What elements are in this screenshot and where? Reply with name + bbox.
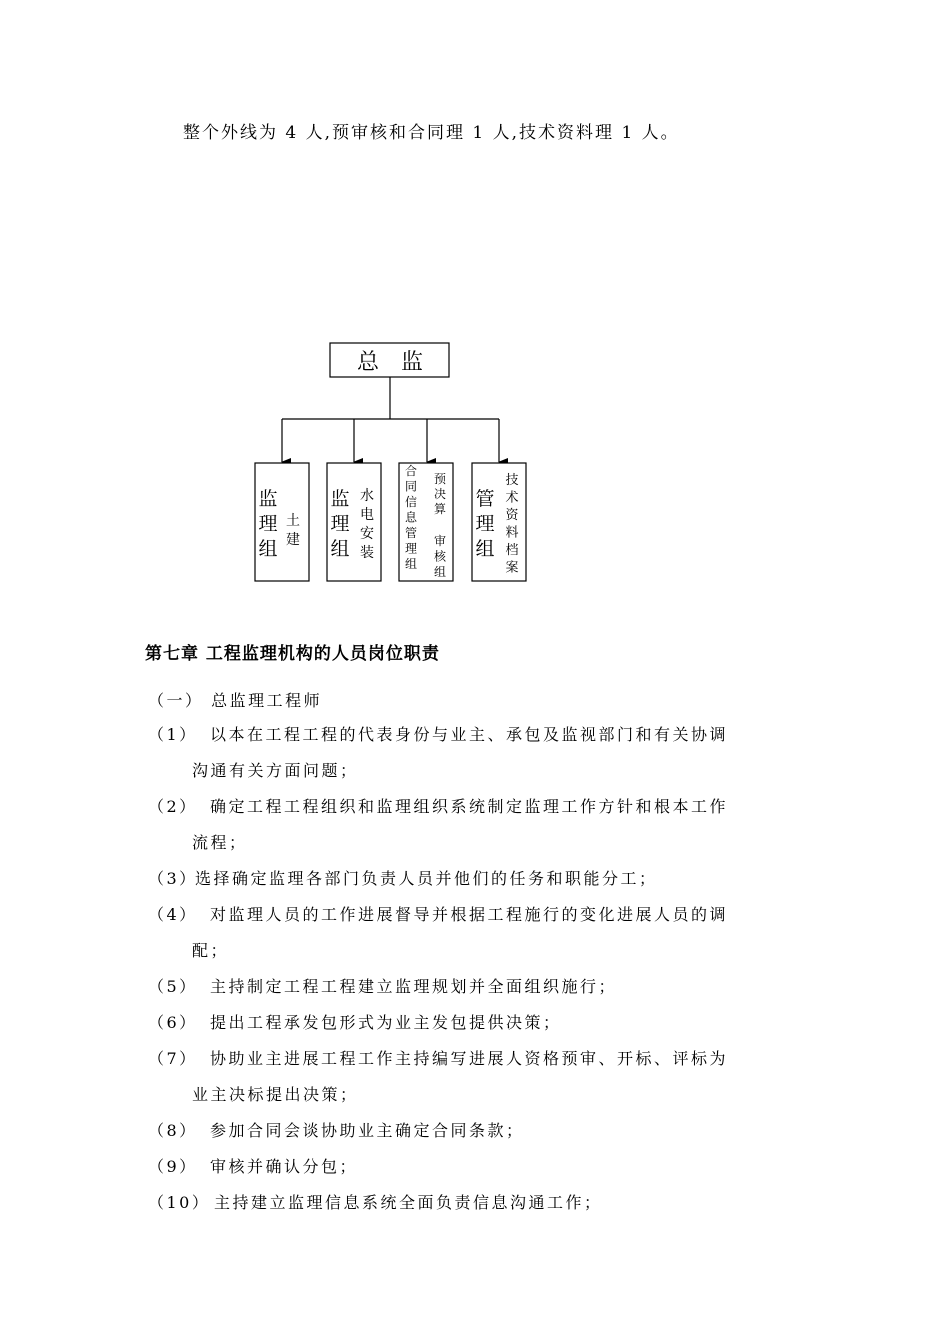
text-line bbox=[192, 1082, 359, 1105]
box-side-label-char: 土 bbox=[286, 513, 300, 529]
box-main-label-char: 组 bbox=[475, 538, 495, 560]
item-text: 确定工程工程组织和监理组织系统制定监理工作方针和根本工作 bbox=[210, 797, 729, 816]
item-number: （4） bbox=[148, 905, 198, 924]
box-col-label-char: 同 bbox=[404, 479, 418, 494]
org-chart bbox=[0, 0, 950, 620]
box-side-label-char: 术 bbox=[505, 490, 519, 506]
item-text: 主持建立监理信息系统全面负责信息沟通工作； bbox=[214, 1193, 603, 1212]
box-col-label-char: 决 bbox=[433, 487, 447, 501]
box-col-label-char: 核 bbox=[433, 549, 447, 564]
box-side-label-char: 建 bbox=[286, 532, 300, 548]
box-main-label-char: 理 bbox=[258, 513, 278, 535]
box-main-label-char: 监 bbox=[258, 488, 278, 510]
item-number: （10） bbox=[148, 1193, 211, 1212]
text-line bbox=[148, 866, 658, 889]
box-main-label-char: 组 bbox=[330, 538, 350, 560]
text-line bbox=[192, 830, 248, 853]
box-main-label-char: 理 bbox=[475, 513, 495, 535]
section-heading: （一） 总监理工程师 bbox=[148, 691, 323, 710]
box-main-label-char: 理 bbox=[330, 513, 350, 535]
text-line bbox=[148, 902, 728, 925]
box-side-label-char: 电 bbox=[360, 507, 374, 523]
box-col-label-char: 信 bbox=[404, 495, 418, 509]
item-number: （6） bbox=[148, 1013, 198, 1032]
box-col-label-char: 理 bbox=[404, 541, 418, 556]
chapter-title: 第七章 工程监理机构的人员岗位职责 bbox=[145, 644, 440, 664]
box-col-label-char: 预 bbox=[433, 472, 447, 486]
text-line bbox=[148, 974, 617, 997]
item-number: （2） bbox=[148, 797, 198, 816]
box-col-label-char: 合 bbox=[404, 464, 418, 478]
item-text: 提出工程承发包形式为业主发包提供决策； bbox=[210, 1013, 562, 1032]
text-line bbox=[192, 758, 359, 781]
box-col-label-char: 息 bbox=[404, 510, 418, 525]
item-text: 以本在工程工程的代表身份与业主、承包及监视部门和有关协调 bbox=[210, 725, 729, 744]
text-line bbox=[148, 1046, 728, 1069]
item-number: （8） bbox=[148, 1121, 198, 1140]
box-side-label-char: 档 bbox=[505, 543, 519, 558]
box-col-label-char: 管 bbox=[404, 526, 418, 540]
text-line bbox=[192, 938, 229, 961]
text-line bbox=[148, 688, 322, 711]
item-text-continued: 流程； bbox=[192, 833, 248, 852]
box-col-label-char: 审 bbox=[433, 534, 447, 548]
box-side-label-char: 资 bbox=[505, 508, 519, 523]
item-number: （3） bbox=[148, 869, 198, 888]
text-line bbox=[148, 1154, 358, 1177]
text-line bbox=[148, 1190, 603, 1213]
connector-lines bbox=[282, 377, 499, 462]
item-text: 参加合同会谈协助业主确定合同条款； bbox=[210, 1121, 525, 1140]
item-number: （7） bbox=[148, 1049, 198, 1068]
item-number: （5） bbox=[148, 977, 198, 996]
box-col-label-char: 组 bbox=[433, 565, 447, 579]
item-text: 选择确定监理各部门负责人员并他们的任务和职能分工； bbox=[195, 869, 658, 888]
box-col-label-char: 算 bbox=[433, 502, 447, 516]
box-main-label-char: 组 bbox=[258, 538, 278, 560]
item-text: 审核并确认分包； bbox=[210, 1157, 359, 1176]
box-col-label-char: 组 bbox=[404, 557, 418, 571]
item-number: （9） bbox=[148, 1157, 198, 1176]
item-text: 协助业主进展工程工作主持编写进展人资格预审、开标、评标为 bbox=[210, 1049, 729, 1068]
text-line bbox=[148, 1010, 562, 1033]
box-side-label-char: 案 bbox=[505, 560, 519, 576]
box-side-label-char: 技 bbox=[505, 473, 519, 488]
item-number: （1） bbox=[148, 725, 198, 744]
item-text-continued: 配； bbox=[192, 941, 230, 960]
box-main-label-char: 管 bbox=[475, 488, 495, 510]
text-line bbox=[148, 794, 728, 817]
box-side-label-char: 料 bbox=[505, 525, 519, 541]
item-text-continued: 沟通有关方面问题； bbox=[192, 761, 359, 780]
text-line bbox=[148, 722, 728, 745]
box-side-label-char: 安 bbox=[360, 526, 374, 542]
box-side-label-char: 装 bbox=[360, 545, 374, 561]
item-text: 对监理人员的工作进展督导并根据工程施行的变化进展人员的调 bbox=[210, 905, 729, 924]
chief-supervisor-label: 总 监 bbox=[356, 350, 424, 375]
text-line bbox=[148, 1118, 525, 1141]
intro-paragraph: 整个外线为 4 人,预审核和合同理 1 人,技术资料理 1 人。 bbox=[183, 123, 680, 143]
item-text-continued: 业主决标提出决策； bbox=[192, 1085, 359, 1104]
box-main-label-char: 监 bbox=[330, 488, 350, 510]
box-side-label-char: 水 bbox=[360, 488, 374, 504]
item-text: 主持制定工程工程建立监理规划并全面组织施行； bbox=[210, 977, 618, 996]
